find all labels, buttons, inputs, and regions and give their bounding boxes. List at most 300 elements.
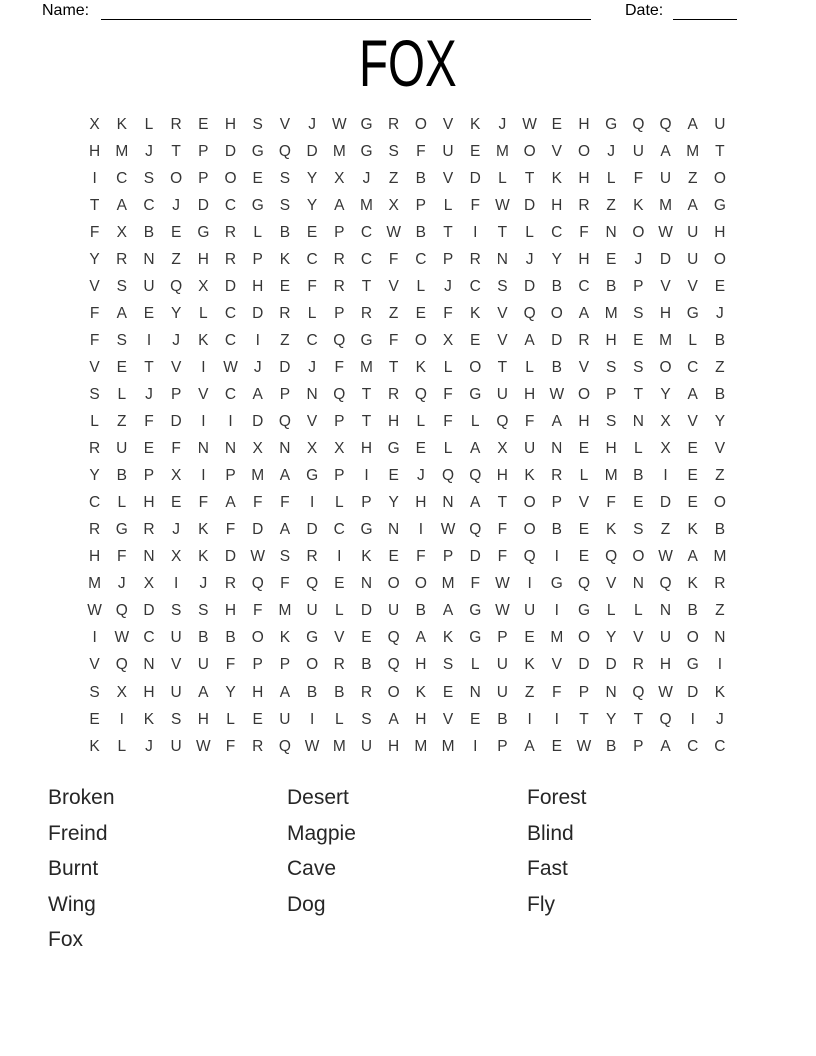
grid-letter: Q xyxy=(577,575,590,593)
grid-letter: E xyxy=(578,440,590,458)
grid-letter: L xyxy=(579,467,589,485)
grid-letter: R xyxy=(116,250,128,268)
grid-letter: F xyxy=(579,223,589,241)
grid-letter: A xyxy=(442,602,454,620)
grid-letter: A xyxy=(660,142,671,160)
grid-letter: R xyxy=(360,683,373,701)
grid-letter: A xyxy=(470,440,481,458)
grid-letter: I xyxy=(690,710,695,728)
grid-letter: F xyxy=(144,413,154,431)
grid-letter: L xyxy=(307,304,317,322)
grid-letter: E xyxy=(415,440,427,458)
grid-letter: O xyxy=(686,629,699,647)
grid-letter: D xyxy=(551,331,563,349)
grid-letter: P xyxy=(605,385,617,403)
grid-letter: C xyxy=(415,250,427,268)
grid-letter: M xyxy=(604,467,618,485)
grid-letter: Q xyxy=(115,602,128,620)
grid-letter: A xyxy=(279,467,291,485)
date-label: Date: xyxy=(625,2,664,19)
grid-letter: R xyxy=(252,737,264,755)
puzzle-title: FOX xyxy=(359,26,457,100)
grid-letter: U xyxy=(632,142,644,160)
grid-letter: H xyxy=(88,548,101,566)
grid-letter: M xyxy=(441,737,455,755)
grid-letter: H xyxy=(496,467,508,485)
grid-letter: S xyxy=(633,358,644,376)
grid-letter: H xyxy=(360,440,373,458)
grid-letter: M xyxy=(713,548,727,566)
grid-letter: V xyxy=(551,142,562,160)
grid-letter: K xyxy=(198,548,209,566)
grid-letter: S xyxy=(442,656,454,674)
grid-letter: E xyxy=(605,250,617,268)
grid-letter: K xyxy=(470,304,481,322)
grid-letter: F xyxy=(225,521,236,539)
grid-letter: F xyxy=(497,521,508,539)
grid-letter: F xyxy=(117,548,127,566)
grid-letter: B xyxy=(551,358,562,376)
grid-letter: F xyxy=(443,413,453,431)
grid-letter: J xyxy=(716,304,724,322)
grid-letter: W xyxy=(440,521,456,539)
grid-letter: Q xyxy=(659,115,672,133)
grid-letter: O xyxy=(414,575,427,593)
grid-letter: L xyxy=(117,385,127,403)
grid-letter: Q xyxy=(333,331,346,349)
grid-letter: L xyxy=(416,277,426,295)
grid-letter: S xyxy=(605,358,617,376)
grid-letter: S xyxy=(170,602,182,620)
grid-letter: F xyxy=(198,494,209,512)
grid-letter: Q xyxy=(469,467,482,485)
grid-letter: K xyxy=(415,358,427,376)
grid-letter: D xyxy=(578,656,590,674)
grid-letter: I xyxy=(146,331,152,349)
grid-letter: O xyxy=(224,169,237,187)
grid-letter: S xyxy=(279,548,291,566)
grid-letter: N xyxy=(224,440,237,458)
grid-letter: V xyxy=(578,358,590,376)
grid-letter: M xyxy=(332,142,346,160)
grid-letter: H xyxy=(605,331,617,349)
grid-letter: H xyxy=(578,413,590,431)
grid-letter: A xyxy=(279,521,291,539)
grid-letter: C xyxy=(116,169,128,187)
grid-letter: X xyxy=(252,440,263,458)
grid-letter: T xyxy=(715,142,725,160)
grid-letter: B xyxy=(415,602,427,620)
grid-letter: H xyxy=(578,250,590,268)
grid-letter: R xyxy=(333,250,345,268)
grid-letter: R xyxy=(306,548,318,566)
grid-letter: R xyxy=(170,115,182,133)
grid-letter: Q xyxy=(523,548,536,566)
grid-letter: H xyxy=(224,115,237,133)
grid-letter: P xyxy=(198,169,209,187)
grid-letter: B xyxy=(551,521,562,539)
grid-letter: R xyxy=(578,331,590,349)
grid-letter: P xyxy=(143,467,155,485)
grid-letter: H xyxy=(388,413,400,431)
grid-letter: S xyxy=(605,413,617,431)
grid-letter: I xyxy=(119,710,124,728)
grid-letter: F xyxy=(280,494,290,512)
grid-letter: I xyxy=(717,656,723,674)
grid-letter: F xyxy=(633,169,644,187)
name-label: Name: xyxy=(42,2,90,19)
grid-letter: M xyxy=(441,575,455,593)
grid-letter: V xyxy=(442,169,454,187)
grid-letter: S xyxy=(89,683,100,701)
grid-letter: G xyxy=(251,142,264,160)
grid-letter: H xyxy=(714,223,726,241)
grid-letter: T xyxy=(497,358,508,376)
grid-letter: G xyxy=(251,196,264,214)
grid-letter: K xyxy=(687,575,698,593)
grid-letter: L xyxy=(334,710,344,728)
grid-letter: T xyxy=(497,494,508,512)
grid-letter: O xyxy=(632,548,645,566)
grid-letter: U xyxy=(388,602,400,620)
grid-letter: Y xyxy=(551,250,562,268)
grid-letter: Q xyxy=(170,277,183,295)
grid-letter: N xyxy=(197,440,209,458)
grid-letter: A xyxy=(524,737,535,755)
grid-letter: R xyxy=(469,250,481,268)
grid-letter: W xyxy=(495,196,510,214)
grid-letter: V xyxy=(497,304,508,322)
grid-letter: M xyxy=(251,467,265,485)
grid-letter: P xyxy=(252,250,263,268)
grid-letter: T xyxy=(361,413,372,431)
grid-letter: P xyxy=(334,467,345,485)
grid-letter: L xyxy=(443,440,453,458)
grid-letter: Q xyxy=(333,385,346,403)
grid-letter: P xyxy=(415,196,427,214)
grid-letter: A xyxy=(279,683,291,701)
grid-letter: A xyxy=(551,413,562,431)
grid-letter: C xyxy=(360,223,373,241)
grid-letter: Q xyxy=(442,467,455,485)
word-list-item: Blind xyxy=(527,821,574,845)
grid-letter: S xyxy=(279,196,291,214)
grid-letter: R xyxy=(333,277,345,295)
grid-letter: H xyxy=(659,656,672,674)
grid-letter: E xyxy=(470,142,481,160)
grid-letter: S xyxy=(388,142,399,160)
grid-letter: I xyxy=(309,494,315,512)
grid-letter: N xyxy=(306,385,318,403)
grid-letter: J xyxy=(308,115,316,133)
grid-letter: D xyxy=(523,196,536,214)
grid-letter: P xyxy=(198,142,209,160)
grid-letter: L xyxy=(688,331,698,349)
grid-letter: V xyxy=(497,331,508,349)
grid-letter: X xyxy=(334,169,345,187)
grid-letter: N xyxy=(496,250,508,268)
grid-letter: R xyxy=(551,467,563,485)
grid-letter: E xyxy=(714,277,726,295)
grid-letter: V xyxy=(687,277,698,295)
grid-letter: Q xyxy=(278,737,291,755)
grid-letter: U xyxy=(279,710,291,728)
grid-letter: J xyxy=(117,575,126,593)
grid-letter: T xyxy=(633,385,644,403)
grid-letter: D xyxy=(523,277,536,295)
grid-letter: D xyxy=(306,142,318,160)
grid-letter: H xyxy=(197,710,209,728)
grid-letter: O xyxy=(306,656,319,674)
word-list xyxy=(0,780,816,980)
grid-letter: O xyxy=(713,494,726,512)
grid-letter: B xyxy=(415,169,427,187)
grid-letter: Y xyxy=(89,467,100,485)
grid-letter: C xyxy=(88,494,101,512)
grid-letter: Q xyxy=(469,521,482,539)
grid-letter: R xyxy=(88,440,101,458)
grid-letter: N xyxy=(605,223,617,241)
grid-letter: E xyxy=(687,494,698,512)
grid-letter: U xyxy=(659,629,672,647)
grid-letter: E xyxy=(279,277,291,295)
grid-letter: Y xyxy=(306,169,318,187)
grid-letter: F xyxy=(497,548,508,566)
grid-letter: T xyxy=(144,358,154,376)
grid-letter: U xyxy=(197,656,209,674)
grid-letter: K xyxy=(442,629,454,647)
grid-letter: V xyxy=(89,277,100,295)
grid-letter: O xyxy=(713,250,726,268)
word-list-item: Forest xyxy=(527,786,587,809)
grid-letter: W xyxy=(386,223,401,241)
grid-letter: N xyxy=(659,602,672,620)
grid-letter: R xyxy=(224,223,237,241)
grid-letter: U xyxy=(523,440,536,458)
grid-letter: F xyxy=(334,358,345,376)
grid-letter: P xyxy=(497,629,508,647)
grid-letter: G xyxy=(469,629,482,647)
grid-letter: F xyxy=(443,304,453,322)
grid-letter: A xyxy=(116,304,127,322)
word-list-item: Dog xyxy=(287,892,326,916)
grid-letter: W xyxy=(549,385,565,403)
grid-letter: F xyxy=(89,223,100,241)
grid-letter: X xyxy=(306,440,318,458)
word-list-item: Fast xyxy=(527,857,568,881)
word-list-item: Cave xyxy=(287,857,337,881)
grid-letter: O xyxy=(251,629,264,647)
grid-letter: V xyxy=(198,385,209,403)
grid-letter: J xyxy=(253,358,262,376)
grid-letter: O xyxy=(659,358,672,376)
grid-letter: A xyxy=(415,629,427,647)
grid-letter: B xyxy=(714,521,726,539)
grid-letter: F xyxy=(470,575,480,593)
grid-letter: B xyxy=(633,467,644,485)
grid-letter: T xyxy=(361,385,372,403)
grid-letter: M xyxy=(360,358,373,376)
grid-letter: N xyxy=(279,440,291,458)
grid-letter: N xyxy=(469,683,481,701)
grid-letter: H xyxy=(415,710,427,728)
grid-letter: K xyxy=(279,629,291,647)
grid-letter: I xyxy=(174,575,179,593)
grid-letter: T xyxy=(443,223,453,241)
grid-letter: U xyxy=(714,115,726,133)
grid-letter: X xyxy=(388,196,399,214)
grid-letter: U xyxy=(659,169,672,187)
grid-letter: W xyxy=(495,602,510,620)
grid-letter: P xyxy=(334,223,345,241)
grid-letter: K xyxy=(89,737,100,755)
grid-letter: R xyxy=(578,196,590,214)
grid-letter: A xyxy=(687,385,698,403)
grid-letter: S xyxy=(89,385,100,403)
grid-letter: R xyxy=(279,304,291,322)
grid-letter: N xyxy=(632,413,644,431)
grid-letter: W xyxy=(658,223,673,241)
grid-letter: I xyxy=(228,413,233,431)
grid-letter: V xyxy=(170,358,182,376)
grid-letter: Q xyxy=(278,142,291,160)
grid-letter: J xyxy=(172,196,181,214)
word-list-item: Fly xyxy=(527,892,555,916)
grid-letter: P xyxy=(334,413,345,431)
grid-letter: W xyxy=(495,575,510,593)
grid-letter: O xyxy=(523,494,536,512)
grid-letter: F xyxy=(388,331,399,349)
grid-letter: I xyxy=(201,413,206,431)
grid-letter: Z xyxy=(171,250,181,268)
grid-letter: V xyxy=(605,575,617,593)
grid-letter: R xyxy=(224,250,237,268)
grid-letter: F xyxy=(252,602,263,620)
grid-letter: E xyxy=(551,115,562,133)
grid-letter: B xyxy=(306,683,318,701)
grid-letter: I xyxy=(255,331,260,349)
grid-letter: L xyxy=(525,358,534,376)
grid-letter: Z xyxy=(715,602,725,620)
grid-letter: G xyxy=(469,385,482,403)
grid-letter: J xyxy=(172,331,181,349)
grid-letter: Q xyxy=(659,710,672,728)
grid-letter: B xyxy=(551,277,562,295)
grid-letter: M xyxy=(115,142,129,160)
grid-letter: V xyxy=(279,115,291,133)
grid-letter: D xyxy=(252,521,264,539)
grid-letter: S xyxy=(279,169,291,187)
word-list-item: Desert xyxy=(287,786,349,809)
grid-letter: D xyxy=(659,250,672,268)
grid-letter: J xyxy=(444,277,452,295)
grid-letter: C xyxy=(469,277,481,295)
grid-letter: C xyxy=(578,277,590,295)
grid-letter: V xyxy=(660,277,671,295)
grid-letter: I xyxy=(473,223,478,241)
grid-letter: Y xyxy=(605,629,617,647)
grid-letter: I xyxy=(527,575,532,593)
grid-letter: K xyxy=(524,656,535,674)
grid-letter: W xyxy=(658,548,673,566)
grid-letter: I xyxy=(527,710,532,728)
grid-letter: O xyxy=(577,629,590,647)
grid-letter: H xyxy=(88,142,101,160)
grid-letter: O xyxy=(577,385,590,403)
grid-letter: S xyxy=(170,710,182,728)
grid-letter: L xyxy=(525,223,534,241)
grid-letter: R xyxy=(143,521,155,539)
grid-letter: O xyxy=(469,358,482,376)
grid-letter: I xyxy=(554,548,559,566)
grid-letter: X xyxy=(442,331,454,349)
grid-letter: K xyxy=(605,521,617,539)
grid-letter: G xyxy=(550,575,563,593)
grid-letter: Q xyxy=(387,629,400,647)
grid-letter: F xyxy=(443,385,453,403)
grid-letter: J xyxy=(145,385,153,403)
grid-letter: Q xyxy=(659,575,672,593)
grid-letter: E xyxy=(306,223,318,241)
grid-letter: M xyxy=(495,142,509,160)
grid-letter: A xyxy=(578,304,590,322)
grid-letter: T xyxy=(89,196,100,214)
grid-letter: A xyxy=(252,385,263,403)
grid-letter: V xyxy=(551,656,562,674)
grid-letter: L xyxy=(199,304,208,322)
grid-letter: Y xyxy=(388,494,399,512)
grid-letter: I xyxy=(663,467,668,485)
grid-letter: A xyxy=(470,494,481,512)
grid-letter: K xyxy=(524,467,535,485)
grid-letter: Z xyxy=(606,196,616,214)
grid-letter: D xyxy=(197,196,209,214)
letter-grid xyxy=(81,111,734,760)
grid-letter: K xyxy=(633,196,644,214)
grid-letter: P xyxy=(279,385,291,403)
grid-letter: U xyxy=(170,683,182,701)
grid-letter: G xyxy=(686,656,699,674)
grid-letter: O xyxy=(414,115,427,133)
grid-letter: U xyxy=(523,602,536,620)
grid-letter: W xyxy=(658,683,673,701)
grid-letter: A xyxy=(660,737,671,755)
grid-letter: C xyxy=(333,521,345,539)
grid-letter: P xyxy=(279,656,291,674)
grid-letter: G xyxy=(387,440,400,458)
grid-letter: D xyxy=(469,548,481,566)
grid-letter: X xyxy=(497,440,508,458)
grid-letter: B xyxy=(605,277,617,295)
grid-letter: J xyxy=(634,250,643,268)
grid-letter: Q xyxy=(387,656,400,674)
grid-letter: I xyxy=(92,629,97,647)
grid-letter: P xyxy=(442,548,454,566)
grid-letter: H xyxy=(388,737,400,755)
grid-letter: L xyxy=(117,494,127,512)
grid-letter: Z xyxy=(715,467,725,485)
grid-letter: L xyxy=(606,602,616,620)
grid-letter: F xyxy=(89,304,100,322)
grid-letter: E xyxy=(470,331,481,349)
grid-letter: O xyxy=(387,575,400,593)
grid-letter: U xyxy=(496,683,508,701)
grid-letter: L xyxy=(416,413,426,431)
grid-letter: P xyxy=(578,683,590,701)
grid-letter: H xyxy=(252,277,264,295)
grid-letter: H xyxy=(197,250,209,268)
grid-letter: S xyxy=(116,277,127,295)
